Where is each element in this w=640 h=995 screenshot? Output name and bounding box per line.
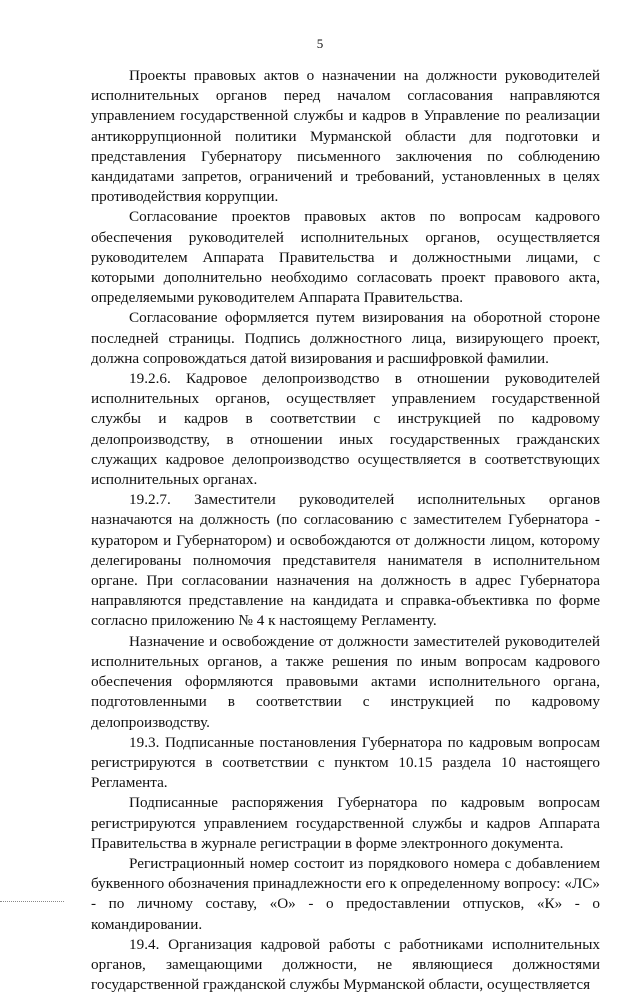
paragraph-19-3: 19.3. Подписанные постановления Губернатора по кадровым вопросам регистрируются в соответствии с пунктом 10.15 раздела 10 настоящего Регламента.	[91, 733, 600, 792]
paragraph-registration-number: Регистрационный номер состоит из порядкового номера с добавлением буквенного обозначения принадлежности его к определенному вопросу: «ЛС» - по личному составу, «О» - о предоставлении отпусков, «К» - о командировании.	[91, 854, 600, 933]
paragraph-19-2-6: 19.2.6. Кадровое делопроизводство в отношении руководителей исполнительных органов, осуществляет управлением государственной службы и кадров в соответствии с инструкцией по кадровому делопроизводству, в отношении иных государственных гражданских служащих кадровое делопроизводство осуществляется в соответствующих исполнительных органах.	[91, 370, 600, 489]
paragraph-approval-signature: Согласование оформляется путем визирования на оборотной стороне последней страницы. Подпись должностного лица, визирующего проект, должна сопровождаться датой визирования и расшифровкой фамилии.	[91, 309, 600, 367]
document-body	[91, 66, 600, 995]
page-number: 5	[316, 36, 324, 51]
scan-edge-mark	[0, 901, 64, 905]
paragraph-approval-of-drafts: Согласование проектов правовых актов по вопросам кадрового обеспечения руководителей исполнительных органов, осуществляется руководителем Аппарата Правительства и должностными лицами, с которыми дополнительно необходимо согласовать проект правового акта, определяемыми руководителем Аппарата Правительства.	[91, 208, 600, 307]
paragraph-anticorruption-review: Проекты правовых актов о назначении на должности руководителей исполнительных органов перед началом согласования направляются управлением государственной службы и кадров в Управление по реализации антикоррупционной политики Мурманской области для подготовки и представления Губернатору письменного заключения по соблюдению кандидатами запретов, ограничений и требований, установленных в целях противодействия коррупции.	[91, 67, 600, 206]
paragraph-deputy-appointment: Назначение и освобождение от должности заместителей руководителей исполнительных органов, а также решения по иным вопросам кадрового обеспечения оформляются правовыми актами исполнительного органа, подготовленными в соответствии с инструкцией по кадровому делопроизводству.	[91, 632, 600, 731]
paragraph-19-2-7: 19.2.7. Заместители руководителей исполнительных органов назначаются на должность (по согласованию с заместителем Губернатора - куратором и Губернатором) и освобождаются от должности лицом, которому делегированы полномочия представителя нанимателя в исполнительном органе. При согласовании назначения на должность в адрес Губернатора направляются представление на кандидата и справка-объективка по форме согласно приложению № 4 к настоящему Регламенту.	[91, 491, 600, 630]
paragraph-19-4: 19.4. Организация кадровой работы с работниками исполнительных органов, замещающими должности, не являющиеся должностями государственной гражданской службы Мурманской области, осуществляется	[91, 935, 600, 994]
paragraph-orders-registration: Подписанные распоряжения Губернатора по кадровым вопросам регистрируются управлением государственной службы и кадров Аппарата Правительства в журнале регистрации в форме электронного документа.	[91, 794, 600, 852]
